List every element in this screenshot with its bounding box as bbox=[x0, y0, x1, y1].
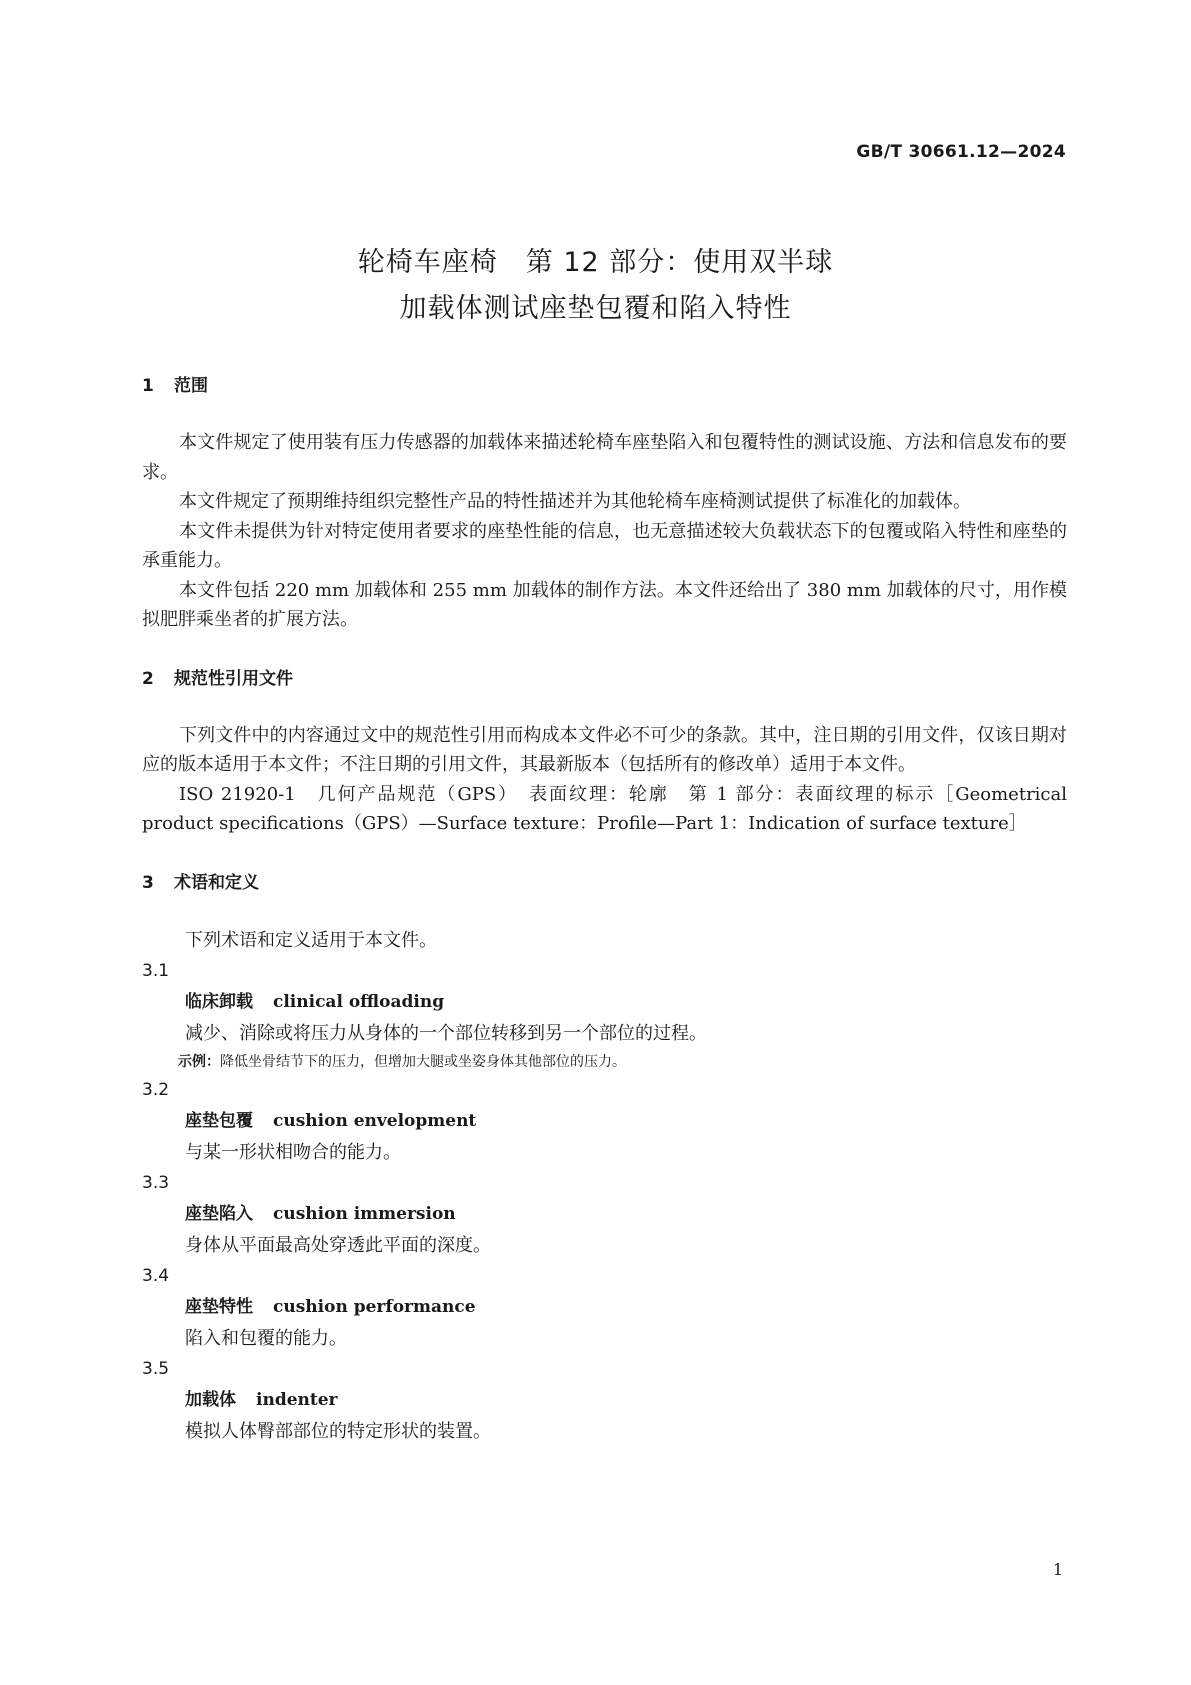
term-heading bbox=[185, 1106, 1067, 1137]
term-definition: 陷入和包覆的能力。 bbox=[185, 1327, 347, 1349]
term-example bbox=[178, 1049, 1067, 1075]
paragraph: 本文件规定了预期维持组织完整性产品的特性描述并为其他轮椅车座椅测试提供了标准化的加载体。 bbox=[179, 491, 971, 512]
example-text: 降低坐骨结节下的压力，但增加大腿或坐姿身体其他部位的压力。 bbox=[220, 1053, 626, 1070]
paragraph: 本文件规定了使用装有压力传感器的加载体来描述轮椅车座垫陷入和包覆特性的测试设施、方法和信息发布的要求。 bbox=[142, 432, 1067, 483]
term-heading bbox=[185, 1385, 1067, 1416]
term-number: 3.3 bbox=[142, 1172, 170, 1193]
term-en: cushion performance bbox=[273, 1296, 476, 1317]
reference-entry: ISO 21920-1 几何产品规范（GPS） 表面纹理：轮廓 第 1 部分：表面纹理的标示［Geometrical product specifications（GPS）—Surface texture：Profile—Part 1：Indication of surface texture］ bbox=[142, 783, 1067, 834]
term-zh: 座垫陷入 bbox=[185, 1203, 253, 1224]
example-label: 示例： bbox=[178, 1053, 220, 1070]
standard-code: GB/T 30661.12—2024 bbox=[856, 142, 1066, 162]
paragraph: 本文件未提供为针对特定使用者要求的座垫性能的信息，也无意描述较大负载状态下的包覆或陷入特性和座垫的承重能力。 bbox=[142, 520, 1067, 571]
section-number: 2 bbox=[142, 668, 154, 689]
terms-intro: 下列术语和定义适用于本文件。 bbox=[185, 929, 437, 951]
page-number: 1 bbox=[1052, 1560, 1063, 1579]
section-heading bbox=[142, 372, 1067, 401]
document-body bbox=[142, 372, 1067, 1477]
document-title bbox=[0, 240, 1191, 332]
term-definition: 减少、消除或将压力从身体的一个部位转移到另一个部位的过程。 bbox=[185, 1022, 707, 1044]
term-heading bbox=[185, 987, 1067, 1018]
term-heading bbox=[185, 1199, 1067, 1230]
term-zh: 临床卸载 bbox=[185, 991, 253, 1012]
term-entry bbox=[142, 956, 1067, 1075]
section-scope bbox=[142, 372, 1067, 635]
term-definition: 模拟人体臀部部位的特定形状的装置。 bbox=[185, 1420, 491, 1442]
term-number: 3.4 bbox=[142, 1265, 170, 1286]
section-number: 3 bbox=[142, 872, 154, 893]
term-en: indenter bbox=[256, 1389, 338, 1410]
term-en: cushion envelopment bbox=[273, 1110, 477, 1131]
term-entry bbox=[142, 1354, 1067, 1447]
section-number: 1 bbox=[142, 376, 154, 396]
term-en: cushion immersion bbox=[273, 1203, 456, 1224]
paragraph: 下列文件中的内容通过文中的规范性引用而构成本文件必不可少的条款。其中，注日期的引用文件，仅该日期对应的版本适用于本文件；不注日期的引用文件，其最新版本（包括所有的修改单）适用于本文件。 bbox=[142, 724, 1067, 775]
section-title: 术语和定义 bbox=[174, 872, 259, 893]
section-terms-definitions bbox=[142, 869, 1067, 1447]
term-heading bbox=[185, 1292, 1067, 1323]
term-zh: 座垫特性 bbox=[185, 1296, 253, 1317]
term-zh: 座垫包覆 bbox=[185, 1110, 253, 1131]
paragraph: 本文件包括 220 mm 加载体和 255 mm 加载体的制作方法。本文件还给出了 380 mm 加载体的尺寸，用作模拟肥胖乘坐者的扩展方法。 bbox=[142, 579, 1067, 630]
term-definition: 与某一形状相吻合的能力。 bbox=[185, 1141, 401, 1163]
title-line-1: 轮椅车座椅 第 12 部分：使用双半球 bbox=[357, 247, 834, 278]
term-entry bbox=[142, 1261, 1067, 1354]
section-normative-references bbox=[142, 665, 1067, 839]
term-number: 3.5 bbox=[142, 1358, 170, 1379]
term-entry bbox=[142, 1168, 1067, 1261]
term-definition: 身体从平面最高处穿透此平面的深度。 bbox=[185, 1234, 491, 1256]
section-title: 规范性引用文件 bbox=[174, 668, 293, 689]
term-entry bbox=[142, 1075, 1067, 1168]
term-number: 3.2 bbox=[142, 1079, 170, 1100]
section-heading bbox=[142, 869, 1067, 898]
section-title: 范围 bbox=[174, 376, 208, 396]
term-number: 3.1 bbox=[142, 960, 170, 981]
term-zh: 加载体 bbox=[185, 1389, 236, 1410]
section-heading bbox=[142, 665, 1067, 694]
title-line-2: 加载体测试座垫包覆和陷入特性 bbox=[399, 293, 792, 324]
term-en: clinical offloading bbox=[273, 991, 445, 1012]
